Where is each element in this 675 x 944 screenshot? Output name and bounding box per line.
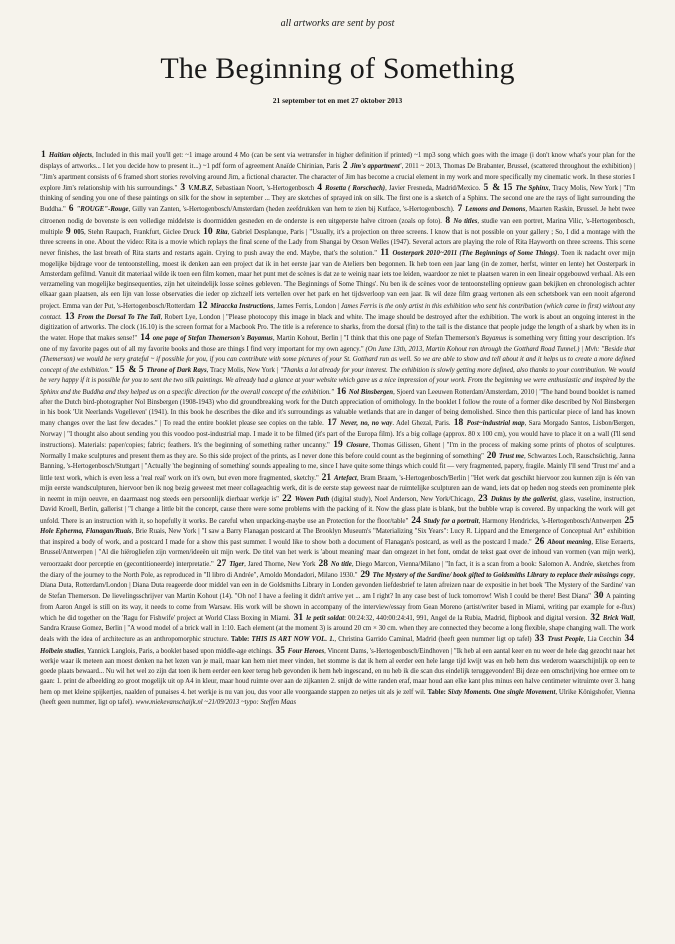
entry-text: A painting from Aaron Angel is still on its way, it needs to come from Warsaw. His work will be shown in accompany of the interview/essay from Gean Moreno (artist/writer based in Miami, writing par example for e-flux) which he did together on the 'Ragu for Fishwife' project at World Class Boxing in Miami. [40,593,635,622]
entry-note: | "Thanks a lot already for your interest. The exhibition is slowly getting more defined, also thanks to your contribution. We would be very happy if it is possible for you to sent the two silk paintings. We already had a glance at your website which gave us a nice impression of your work. From the beginning we were enthusiastic and inspired by the Sphinx and the Buddha and they helped us on a specific direction for the overall concept of the exhibition." [40,367,635,396]
page-title: The Beginning of Something [160,52,515,85]
entry-text: , Thomas Gilissen, Ghent | "I'm in the process of making some prints of photos of sculptures. Normally I make sculptures and present them as they are. So this side project of the prints, as I never done this before could count as the beginning of something" [40,441,635,460]
entry-text: , Lia Cecchin [583,636,622,644]
entry-number: 8 [445,215,451,226]
entry-number: 25 [624,515,635,526]
entry-number: 12 [198,300,208,311]
entry-number: 28 [318,558,328,569]
artwork-entry [326,420,450,427]
entry-number: 34 [624,634,635,645]
entry-title: V.M.B.Z [188,184,212,192]
entry-note: James Ferris is the only artist in this exhibition who sent his contribution (which came in first) without any contact. [40,302,635,321]
entry-number: 35 [275,645,286,656]
entry-number: 4 [317,182,323,193]
entry-text: , Jared Thorne, New York [244,560,316,568]
entry-title: Oosterpark 2010~2011 (The Beginnings of Some Things) [392,250,558,258]
entry-title: No titles [453,217,478,225]
entry-text: , studie van een portret, Marina Vilic, 's-Hertogenbosch, multiple [40,217,635,236]
entry-title: Brick Wall [602,614,634,622]
entry-text: , Tracy Molis, New York | "I'm thinking of sending you one of these paintings on silk for the show in september ... They are sketches of sprayed ink on silk. The first one is a sketch of a Sphinx. The second one are the rays of light surrounding the Buddha." [40,184,635,214]
entry-number: 14 [140,333,150,344]
entry-title: Lemons and Demons [465,206,526,214]
entry-title: Never, no, no way [340,420,393,428]
entry-number: 6 [68,204,74,215]
entry-number: 13 [64,311,75,322]
entry-number: 33 [534,634,545,645]
entry-title: Rita [215,228,228,236]
entry-number: 19 [333,439,343,450]
entry-title: Throne of Dark Rays [146,367,207,374]
entry-text: , Martin Kohout, Berlin | "I think that this one page of Stefan Themerson's [272,335,482,343]
entry-text: : 00:24:32, 440:00:24:41, 991, Angel de la Rubia, Madrid, flipbook and digital version. [344,614,588,622]
entry-title: Closure [346,441,369,449]
entry-label: 005 [73,228,85,236]
entry-title: From the Dorsal To The Tail [77,313,161,321]
entry-text: , Sara Morgado Santos, Lisbon/Bergen, Norway | "I thought also about sending you this voodoo post-industrial map. I made it to be filmed (it's part of the Europa film). It's a big collage (approx. 80 x 100 cm), you would have to place it on a wall (I'll send instructions). Materials: paper/copies; fabric; feathers. It's the beginning of something rather uncanny." [40,420,635,449]
entry-text: , Harmony Hendricks, 's-Hertogenbosch/Antwerpen [478,517,622,525]
entry-title: Trust me [498,453,525,460]
entry-text: , 2011 ~ 2013, Thomas De Brabanter, Brussel, (scattered throughout the exhibition) | "Jim's apartment consists of 6 framed short stories revolving around Jim, a fictional character. The character of Jim has become a crucial element in my work and more specifically my cinematic work. In these stories I explore Jim's relationship with his surroundings." [40,163,635,192]
entry-text: , Sebastiaan Noort, 's-Hertogenbosch [211,184,315,192]
entry-number: 2 [342,161,348,172]
entry-text: , Sandra Krause Gomez, Berlin | "A wood model of a brick wall in 1:10. Each element (at the moment 3) is around 20 cm × 30 cm. when they are connected they become a long flexible, shape changing wall. The work deals with the idea of architecture as an anthropomorphic structure. [40,614,635,644]
entry-text: , Maarten Raskin, Brussel. Je hebt twee citroenen nodig de bovenste is een volledige middelste is doormidden gesneden en de onderste is een uitgeperste halve citroen (zoals op foto). [40,206,635,225]
entry-text: , Diego Marcon, Vienna/Milano | "In fact, it is a scan from a book: Salomon A. Andrée, sketches from the diary of the journey to the North Pole, as reproduced in "Il libro di Andrée", Arnoldo Mondadori, Milano 1930." [40,560,635,579]
entry-title: Artefact [334,474,357,482]
entry-title: Haitian objects [48,152,92,159]
entry-title: Rosetta ( Rorschach) [325,184,386,192]
entry-title: Woven Path [294,496,330,503]
entry-note: Bayamus [481,335,507,343]
entry-number: 17 [327,418,337,429]
entry-number: 1 [41,150,46,160]
artwork-entry [65,226,201,237]
entry-number: & 5 [128,365,144,375]
entry-text: (digital study), Noel Anderson, New York/Chicago, [329,496,475,503]
entry-title: Duktus by the gallerist [490,496,557,503]
artwork-entry [410,515,622,526]
entry-number: 3 [180,182,186,193]
entry-number: 29 [360,569,370,580]
artwork-entry [179,182,315,193]
entry-title: Tiger [229,560,245,568]
artwork-entry [281,496,475,503]
entry-text: . Toen ik nadacht over mijn mogelijke bijdrage voor de tentoonstelling, moest ik denken aan een project dat ik in het eerste jaar van de Ateliers ben begonnen. Ik heb toen een jaar lang (in de zomer, herfst, winter en lente) het Oosterpark in Amsterdam gefilmd. Vanuit dit materiaal wilde ik toen een film komen, maar het punt met de scènes is dat ze te weinig naar iets toe leiden, waardoor ze niet te plaatsen waren in een lineair opgebouwd verhaal. Als een verzameling van mogelijke beginsequenties, zijn het uiteindelijk losse scènes gebleven. 'The Beginnings of Some Things'. Nu ben ik de scènes voor de tentoonstelling opnieuw gaan bekijken en chronologisch achter elkaar gaan plaatsen, als een lijn van losse observaties die ieder op zichzelf iets vertellen over het park en het tijdsverloop van een jaar. Ik wil deze film graag vertonen als een schetsboek van een nooit afgerond project. Emma van der Put, 's-Hertogenbosch/Rotterdam [40,250,635,310]
entry-title: Holbein studies [40,647,84,655]
entry-title: Jim's appartment' [350,163,402,171]
entry-number: 27 [216,558,227,569]
entry-number: 23 [478,494,488,504]
entry-number: 30 [593,591,604,602]
entry-text: , Gabriel Desplanque, Paris | "Usually, it's a projection on three screens. I know that is not possible on your gallery ; So, I did a montage with the three screens in one. About the video: Rita is a movie which replays the final scene of the Lady from Shangai by Orson Welles (1947). Several actors are playing the role of Rita Hayworth on three screens. This scene never finishes, the last breath of Rita starts and restarts again. Crying to push away the end. Maybe, that's the solution." [40,228,635,258]
artwork-entry [40,645,635,706]
entry-number: 15 [115,365,125,375]
entry-title: The Sphinx [515,184,549,192]
entry-note: www.miekevanschaijk.nl ~21/09/2013 ~typo: Steffen Maas [135,698,296,706]
tagline: all artworks are sent by post [280,18,395,29]
entry-text: . Adel Ghezal, Paris. [392,420,451,428]
entry-number: 22 [282,494,292,504]
entry-number: 5 [483,182,489,193]
entry-label: Table: [427,688,448,696]
entry-title: Sixty Moments. One single Movement [447,688,556,696]
entry-title: Four Heroes [287,647,325,655]
artwork-entry [68,206,455,213]
artwork-list [40,150,635,938]
artwork-entry [534,636,622,643]
entry-title: About meaning [547,539,592,546]
entry-number: 18 [453,418,464,429]
entry-text: , Gilly van Zanten, 's-Hertogenbosch/Amsterdam (heden zeefdrukken van hem te zien bij Kutface, 's-Hertogenbosch). [128,206,455,214]
entry-number: 7 [457,204,463,215]
entry-title: Nol Binsbergen [348,388,394,396]
entry-number: 31 [293,612,304,623]
entry-number: 10 [203,226,213,237]
entry-title: "ROUGE"-Rouge [76,206,129,214]
entry-text: , Bram Braam, 's-Hertogenbosch/Berlin | "Het werk dat geschikt hiervoor zou kunnen zijn is één van mijn eerste wandsculpturen, hiervoor ben ik nog bezig geweest met meer collageachtig werk, dit is de eerste stap geweest naar de ruimtelijke sculpturen aan de wand, iets dat op heden nog steeds een prominente plek in neemt in mijn oeuvre, en daarmaast nog steeds een persoonlijk dierbaar werkje is" [40,474,635,503]
entry-title: Post~industrial map [466,420,525,428]
entry-title: The Mystery of the Sardine/ book gifted to Goldsmiths Library to replace their missings copy [372,571,634,579]
entry-title: No title [330,560,352,568]
entry-title: THIS IS ART NOW VOL. 1. [251,636,335,644]
entry-number: 20 [486,451,497,461]
entry-number: 11 [380,248,390,259]
entry-text: , Included in this mail you'll get: ~1 image around 4 Mo (can be sent via wetransfer in higher definition if printed) ~1 mp3 song which goes with the image (i don't know what's your plan for the displays of artworks... I let you decide how to present it...) ~1 pdf form of agreement Anaïde Chirinian, Paris [40,152,635,171]
entry-title: Hole Epherma, Flanagan/Ruais [40,527,132,535]
entry-text: , Robert Lye, London | "Please photocopy this image in black and white. The image should be destroyed after the exhibition. The work is about an ongoing interest in the digitization of artworks. The clock (16.10) is the screen format for a Macbook Pro. The title is a reference to sharks, from the dorsal (fin) to the tail is the distance that people judge the length of a shark by when its in the water. Hope that makes sense!" [40,313,635,343]
entry-label: Table: [230,636,252,644]
artwork-entry [216,558,316,569]
entry-text: , Christina Garrido Caminal, Madrid (heeft geen nummer ligt op tafel) [334,636,532,644]
entry-text: , Ulrike Königshofer, Vienna (heeft geen nummer, ligt op tafel). [40,688,635,706]
entry-number: 16 [336,386,347,397]
entry-note: (On June 13th, 2013, Martin Kohout ran through the Gotthard Road Tunnel.) | Mvh: "Beside that (Themerson) we would be very grateful ~ if possible for you, if you can contribute with some pictures of your St. Gotthard run as well. So we are able to show and tell about it and it helps us to create a more defined concept of the exhibition." [40,345,635,374]
exhibition-dates: 21 september tot en met 27 oktober 2013 [272,96,403,105]
entry-title: Miraccka Instructions [210,302,274,310]
entry-number: 9 [65,226,71,237]
entry-number: 21 [321,472,332,483]
entry-title: Trust People [547,636,584,644]
entry-title: Study for a portrait [423,517,479,525]
poster-page [40,0,635,944]
entry-number: 32 [590,612,600,623]
entry-text: , Javier Fresneda, Madrid/Mexico. [385,184,481,192]
entry-title: le petit soldat [306,614,345,622]
entry-text: , Brie Ruais, New York | "I saw a Barry Flanagan postcard at The Brooklyn Museum's "Materializing "Six Years": Lucy R. Lippard and the Emergence of Conceptual Art" exhibition that inspired a body of work, and a postcard I made for a show this past summer. I would like to show both a document of Flanagan's postcard, as well as the postcard I made." [40,527,635,546]
entry-number: 24 [411,515,421,526]
artwork-entry [316,182,481,193]
entry-text: , Elise Eeraerts, Brussel/Antwerpen | "Al die hiërogliefen zijn vormen/ideeën uit mijn werk. De titel van het werk is 'about meaning' maar dan omgezet in het font, omdat de tekst gaat over de inhoud van vormen (van mijn werk), veroorzaakt door perceptie en (gecontitioneerde) interpretatie." [40,539,635,568]
entry-text: is something very fitting your description. It's one of my favorite pages out of all my favorite books and those are things I find very important for my own agency." [40,335,635,353]
entry-text: , Tracy Molis, New York [206,367,277,374]
entry-text: , Sjoerd van Leeuwen Rotterdam/Amsterdam, 2010 | "The hand bound booklet is named after the Dutch bird-photographer Nol Binsbergen (1908-1943) who did groundbreaking work for the Dutch appreciation of ornithology. In the booklet I follow the route of a former dike described by Nol Binsbergen in his book 'Uit Neerlands Vogelleven' (1941). In this book he describes the dike and it's surroundings as valuable wetlands that are in danger of being demolished. Since then this particular piece of land has known many changes over the last few decades." | To read the entire booklet please see copies on the table. [40,388,635,428]
entry-text: , Diana Duta, Rotterdam/London | Diana Duta reageerde door middel van een in de Goldsmiths Library in Londen gevonden liefdesbrief te laten afreizen naar de expositie in het boek 'The Mystery of the Sardine' van de Stefan Themerson. De lievelingsschrijver van Martin Kohout (14). "Oh no! I have a feeling it didn't arrive yet ... am I right? In any case best of luck tomorrow! Wish I could be there! Best Diana" [40,571,635,601]
entry-text: , Vincent Dams, 's-Hertogenbosch/Eindhoven | "Ik heb al een aantal keer en nu weer de hele dag gezocht naar het werkje waar ik meteen aan moest denken na het lezen van je mail, maar kan hem niet meer vinden, het stomme is dat ik hem al eerder een hele lange tijd kwijt was en heb hem dus wederom waarschijnlijk op een te goede plaats bewaard... Nu wil het wel zo zijn dat toen ik hem eerder een keer terug heb gevonden ik hem heb ingescand, en nu heb ik die scan dus eindelijk teruggevonden! Bij deze een omschrijving hoe ermee om te gaan: 1. print de afbeelding zo groot mogelijk uit op A4 in kleur, maar houd ruimte over aan de zijkanten 2. snijdt de witte randen eraf, maar houd aan elke kant plus minus een halve centimeter witruimte over 3. hang hem op met kleine spijkertjes, naalden of punaises 4. het werkje is nu van jou, dus voor alle voorgaande stappen zo netjes uit als je zelf wil. [40,647,635,696]
entry-number: 26 [534,537,545,547]
entry-number: & 15 [492,182,513,193]
entry-text: , Yannick Langlois, Paris, a booklet based upon middle-age etchings. [83,647,273,655]
artwork-entry [293,612,588,623]
entry-text: , James Ferris, London | [273,302,341,310]
entry-text: , glass, vaseline, instruction, David Kroell, Berlin, gallerist | "I change a little bit the concept, cause there were some problems with the packing of it. Now the glass plate is blank, but the bubble wrap is covered. By unpacking the work will get unfold. There is an instruction with it, so hopefully it works. Be careful when unpacking-maybe use an Protection for the floor/table" [40,496,635,525]
entry-title: one page of Stefan Themerson's Bayamus [152,335,273,343]
entry-text: , Schwarzes Loch, Rauschsüchtig, Janna Banning, 's-Hertogenbosch/Stuttgart | "Actually 'the beginning of something' sounds appealing to me, since I have quite some things which could fit — very fragmented, papery, fragile. Mainly I'll send 'Trust me' and a little text work, which is even less a 'real real' work on it's own, but even more fragmented, sketchy." [40,453,635,482]
artwork-entry [40,250,635,309]
entry-text: , Stehn Raupach, Frankfurt, Giclee Druck [84,228,201,236]
